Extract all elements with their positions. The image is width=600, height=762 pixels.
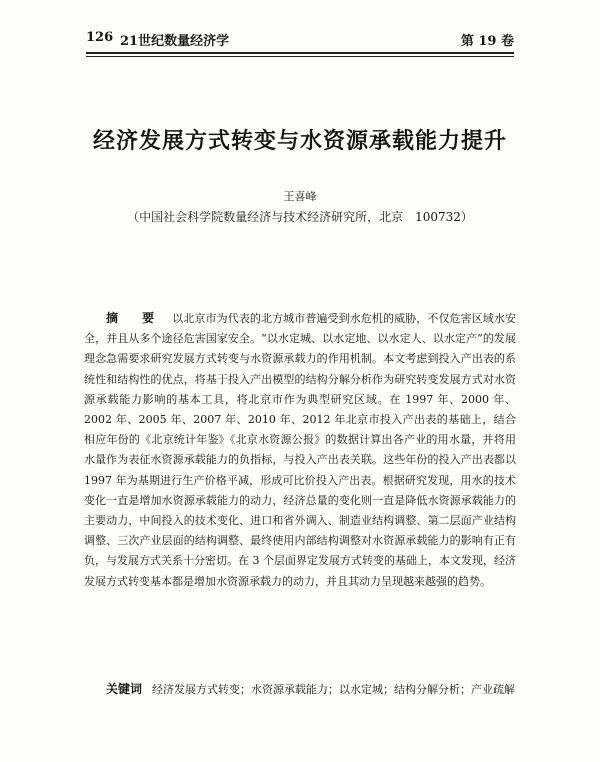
keywords-text: 经济发展方式转变；水资源承载能力；以水定城；结构分解分析；产业疏解 <box>152 683 516 696</box>
abstract <box>84 308 516 592</box>
header-rule-thick <box>86 52 514 54</box>
running-header <box>86 30 514 50</box>
journal-name: 21世纪数量经济学 <box>120 34 230 49</box>
author-name: 王喜峰 <box>283 190 317 203</box>
keywords <box>84 679 516 700</box>
article-title: 经济发展方式转变与水资源承载能力提升 <box>92 128 507 154</box>
header-rule-thin <box>86 56 514 57</box>
abstract-label: 摘 要 <box>106 311 161 325</box>
author-affiliation: （中国社会科学院数量经济与技术经济研究所，北京 100732） <box>127 210 473 224</box>
keywords-label: 关键词 <box>106 682 143 696</box>
abstract-text: 以北京市为代表的北方城市普遍受到水危机的威胁，不仅危害区域水安全，并且从多个途径危害国家安全。“以水定城、以水定地、以水定人、以水定产”的发展理念急需要求研究发展方式转变与水资源承载力的作用机制。本文考虑到投入产出表的系统性和结构性的优点，将基于投入产出模型的结构分解分析作为研究转变发展方式对水资源承载能力影响的基本工具，将北京市作为典型研究区域。在 1997 年、2000 年、2002 年、2005 年、2007 年、2010 年、2012 年北京市投入产出表的基础上，结合相应年份的《北京统计年鉴》《北京水资源公报》的数据计算出各产业的用水量，并将用水量作为表征水资源承载能力的负指标，与投入产出表关联。这些年份的投入产出表都以 1997 年为基期进行生产价格平减，形成可比价投入产出表。根据研究发现，用水的技术变化一直是增加水资源承载能力的动力，经济总量的变化则一直是降低水资源承载能力的主要动力，中间投入的技术变化、进口和省外调入、制造业结构调整、第二层面产业结构调整、三次产业层面的结构调整、最终使用内部结构调整对水资源承载能力的影响有正有负，与发展方式关系十分密切。在 3 个层面界定发展方式转变的基础上，本文发现，经济发展方式转变基本都是增加水资源承载力的动力，并且其动力呈现越来越强的趋势。 <box>84 312 516 588</box>
volume-label: 第 19 卷 <box>460 34 514 49</box>
page-number: 126 <box>86 30 114 45</box>
